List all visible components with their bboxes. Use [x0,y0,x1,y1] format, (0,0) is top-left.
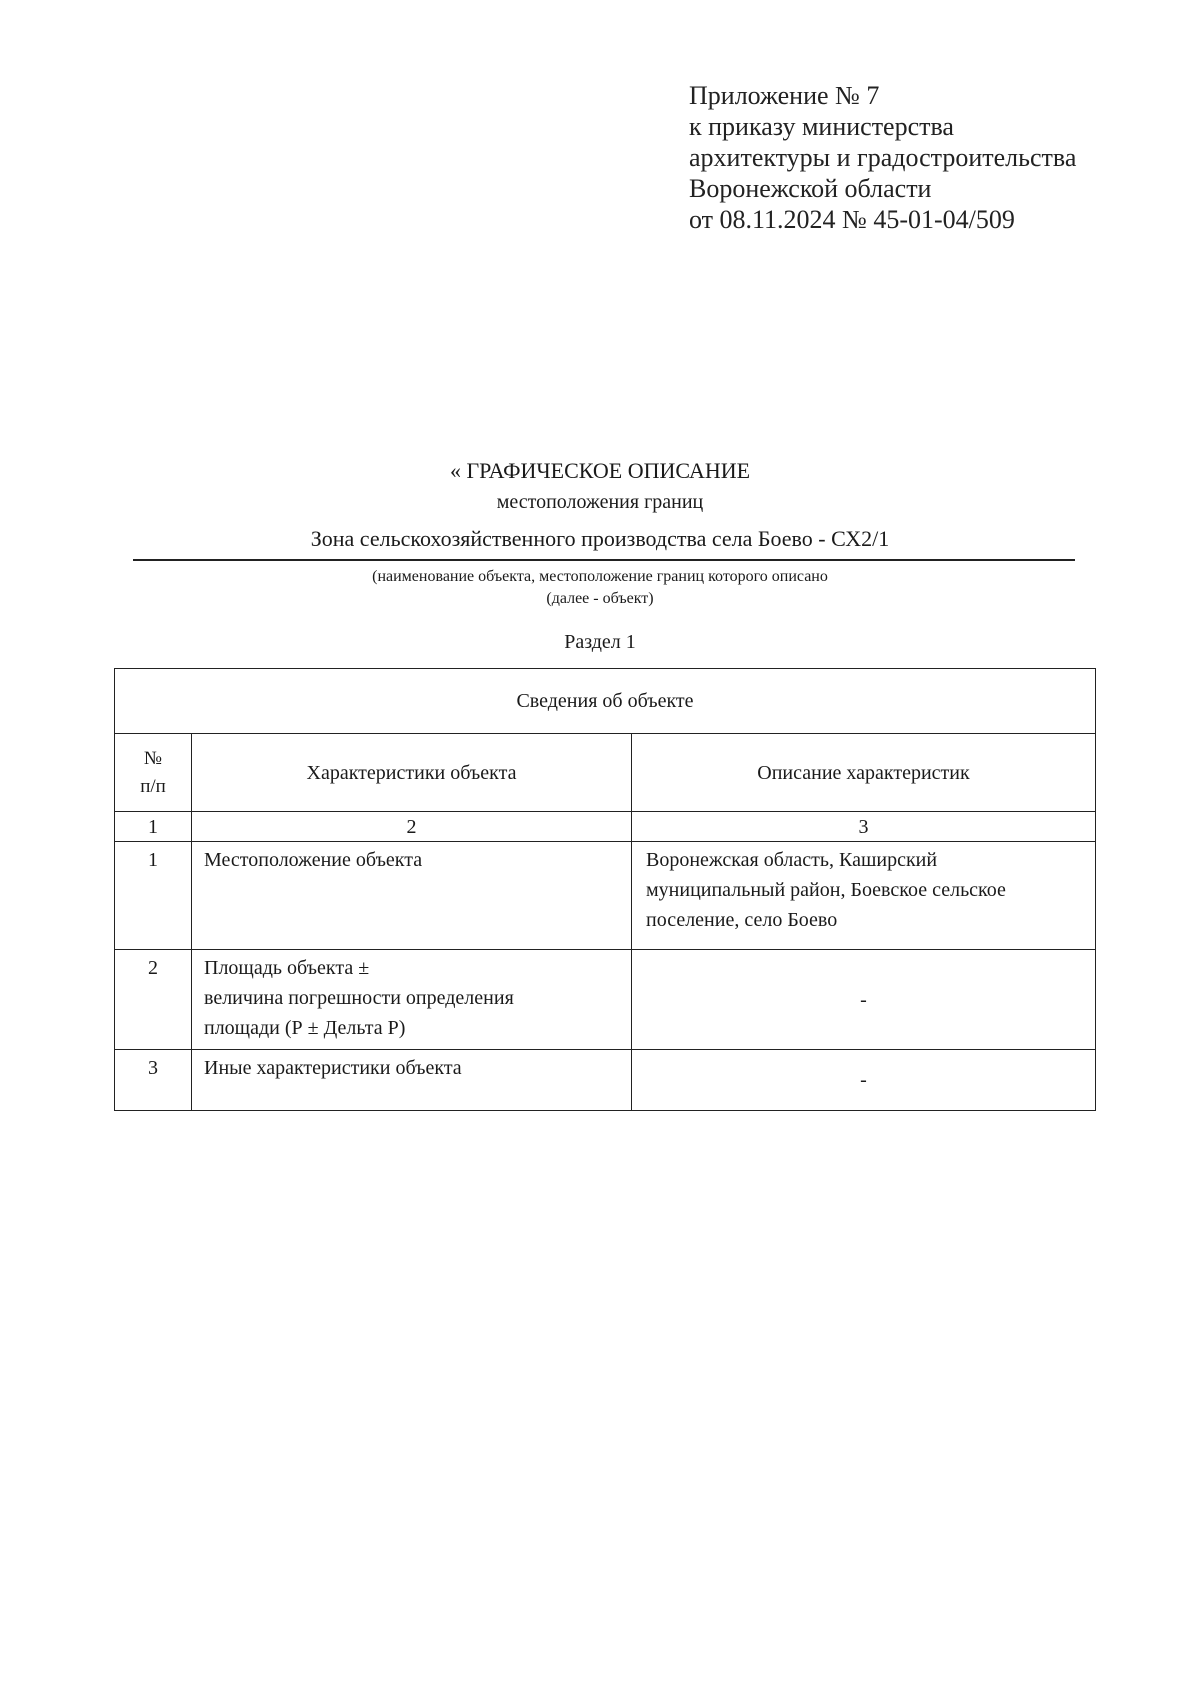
appendix-reference [689,80,1076,235]
appendix-line: архитектуры и градостроительства [689,143,1077,172]
row-characteristic [192,842,632,950]
document-subtitle: местоположения границ [496,491,704,513]
column-number: 2 [192,812,632,842]
column-number: 3 [632,812,1096,842]
row-characteristic [192,1050,632,1111]
object-name-underline [133,559,1075,561]
header-number-symbol: № [143,747,163,769]
row-number: 2 [115,950,192,1050]
appendix-line: Приложение № 7 [689,81,880,110]
appendix-line: от 08.11.2024 № 45-01-04/509 [689,205,1015,234]
table-header-row [115,734,1096,812]
table-caption-row [115,669,1096,734]
appendix-line: к приказу министерства [689,112,954,141]
characteristic-line: площади (Р ± Дельта Р) [204,1017,406,1039]
caption-line: (наименование объекта, местоположение границ которого описано [372,568,828,585]
object-name-caption [0,566,1200,610]
row-characteristic [192,950,632,1050]
column-number: 1 [115,812,192,842]
object-info-table [114,668,1096,1111]
appendix-line: Воронежской области [689,174,932,203]
table-caption: Сведения об объекте [115,669,1096,734]
description-line: поселение, село Боево [646,909,838,931]
section-label: Раздел 1 [564,631,636,653]
table-row [115,842,1096,950]
row-description: - [632,950,1096,1050]
header-number-abbrev: п/п [140,775,166,797]
header-characteristics: Характеристики объекта [192,734,632,812]
table-row [115,1050,1096,1111]
row-number: 1 [115,842,192,950]
header-description: Описание характеристик [632,734,1096,812]
characteristic-line: Площадь объекта ± [204,957,370,979]
column-number-row [115,812,1096,842]
characteristic-line: величина погрешности определения [204,987,514,1009]
header-number [115,734,192,812]
object-name: Зона сельскохозяйственного производства села Боево - СХ2/1 [310,526,890,551]
description-line: Воронежская область, Каширский [646,849,938,871]
description-line: муниципальный район, Боевское сельское [646,879,1006,901]
row-description [632,842,1096,950]
characteristic-line: Иные характеристики объекта [204,1057,462,1079]
characteristic-line: Местоположение объекта [204,849,423,871]
row-description: - [632,1050,1096,1111]
caption-line: (далее - объект) [546,590,654,607]
document-title: « ГРАФИЧЕСКОЕ ОПИСАНИЕ [449,458,751,483]
table-row [115,950,1096,1050]
row-number: 3 [115,1050,192,1111]
